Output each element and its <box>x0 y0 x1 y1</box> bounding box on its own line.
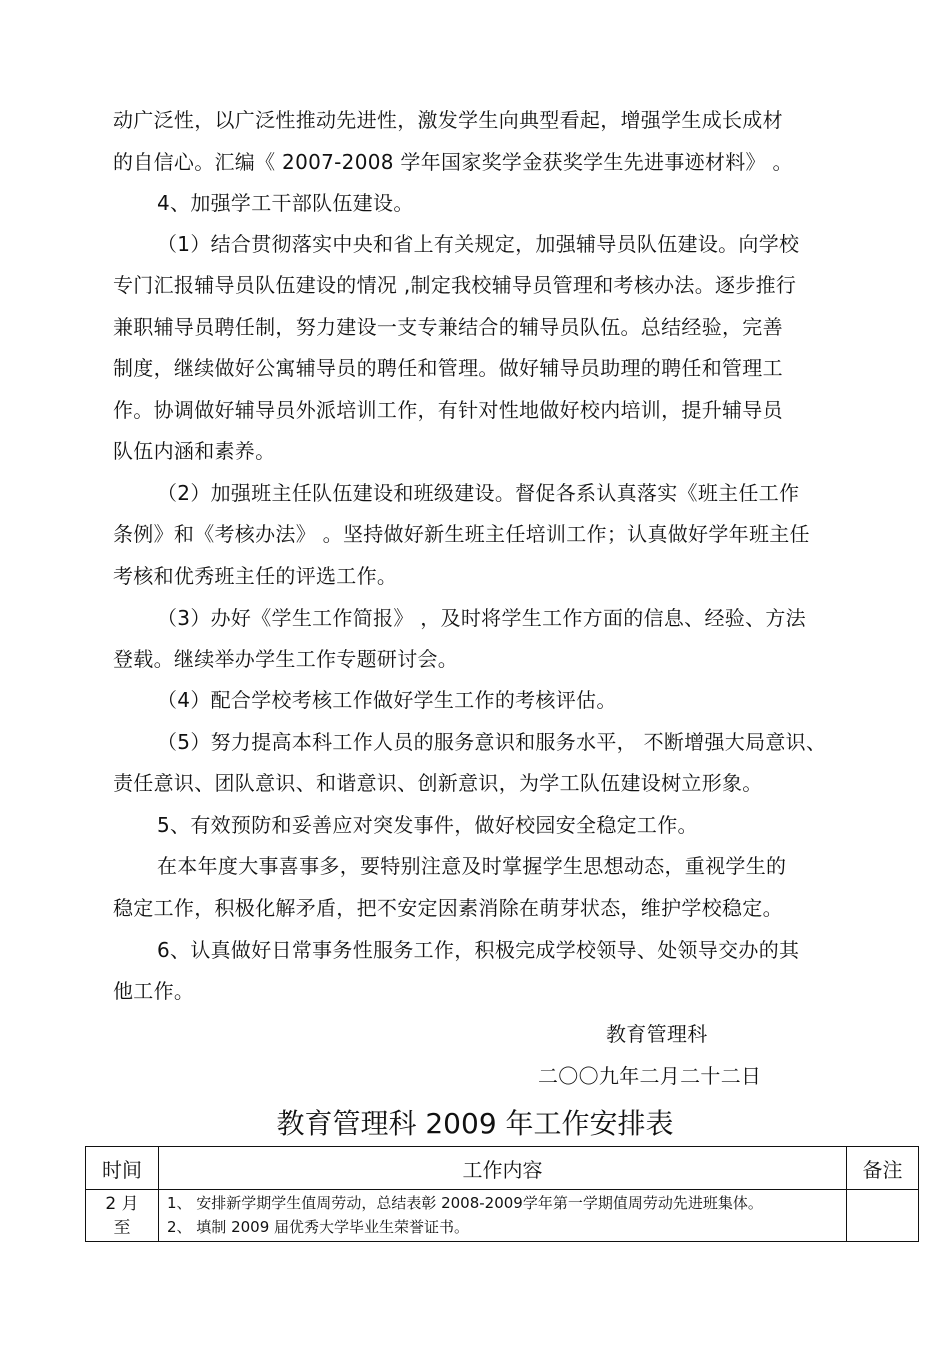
body-line: （5）努力提高本科工作人员的服务意识和服务水平， 不断增强大局意识、 <box>157 730 827 754</box>
body-line: 制度，继续做好公寓辅导员的聘任和管理。做好辅导员助理的聘任和管理工 <box>113 356 783 380</box>
content-cell <box>159 1190 847 1242</box>
body-line: 在本年度大事喜事多，要特别注意及时掌握学生思想动态，重视学生的 <box>157 854 787 878</box>
body-line: 队伍内涵和素养。 <box>113 439 276 463</box>
body-line: 动广泛性，以广泛性推动先进性，激发学生向典型看起，增强学生成长成材 <box>113 108 783 132</box>
body-line: （2）加强班主任队伍建设和班级建设。督促各系认真落实《班主任工作 <box>157 481 800 505</box>
note-cell <box>847 1190 919 1242</box>
time-to: 至 <box>113 1218 131 1238</box>
body-line: 兼职辅导员聘任制，努力建设一支专兼结合的辅导员队伍。总结经验，完善 <box>113 315 783 339</box>
signature-department: 教育管理科 <box>606 1022 708 1046</box>
body-line: （3）办好《学生工作简报》 ，及时将学生工作方面的信息、经验、方法 <box>157 606 806 630</box>
body-line: 稳定工作，积极化解矛盾，把不安定因素消除在萌芽状态，维护学校稳定。 <box>113 896 783 920</box>
body-line: 作。协调做好辅导员外派培训工作，有针对性地做好校内培训，提升辅导员 <box>113 398 783 422</box>
body-line: 的自信心。汇编《 2007-2008 学年国家奖学金获奖学生先进事迹材料》 。 <box>113 150 793 174</box>
time-month: 2 月 <box>105 1194 139 1214</box>
body-line: 6、认真做好日常事务性服务工作，积极完成学校领导、处领导交办的其 <box>157 938 800 962</box>
content-item: 2、 填制 2009 届优秀大学毕业生荣誉证书。 <box>167 1218 470 1236</box>
table-header-row <box>86 1147 919 1190</box>
header-note: 备注 <box>847 1147 919 1190</box>
body-line: 他工作。 <box>113 979 195 1003</box>
body-line: 责任意识、团队意识、和谐意识、创新意识，为学工队伍建设树立形象。 <box>113 771 763 795</box>
body-line: 考核和优秀班主任的评选工作。 <box>113 564 398 588</box>
body-line: 5、有效预防和妥善应对突发事件，做好校园安全稳定工作。 <box>157 813 698 837</box>
content-item: 1、 安排新学期学生值周劳动，总结表彰 2008-2009学年第一学期值周劳动先进班集体。 <box>167 1194 763 1212</box>
body-line: 条例》和《考核办法》 。坚持做好新生班主任培训工作；认真做好学年班主任 <box>113 522 810 546</box>
body-line: 4、加强学工干部队伍建设。 <box>157 191 414 215</box>
schedule-title: 教育管理科 2009 年工作安排表 <box>276 1107 674 1140</box>
body-line: （1）结合贯彻落实中央和省上有关规定，加强辅导员队伍建设。向学校 <box>157 232 800 256</box>
body-line: 登载。继续举办学生工作专题研讨会。 <box>113 647 459 671</box>
header-content: 工作内容 <box>159 1147 847 1190</box>
body-line: （4）配合学校考核工作做好学生工作的考核评估。 <box>157 688 617 712</box>
signature-date: 二〇〇九年二月二十二日 <box>538 1064 762 1088</box>
body-line: 专门汇报辅导员队伍建设的情况 ,制定我校辅导员管理和考核办法。逐步推行 <box>113 273 797 297</box>
table-row <box>86 1190 919 1242</box>
header-time: 时间 <box>86 1147 159 1190</box>
time-cell <box>86 1190 159 1242</box>
schedule-table <box>85 1146 919 1242</box>
